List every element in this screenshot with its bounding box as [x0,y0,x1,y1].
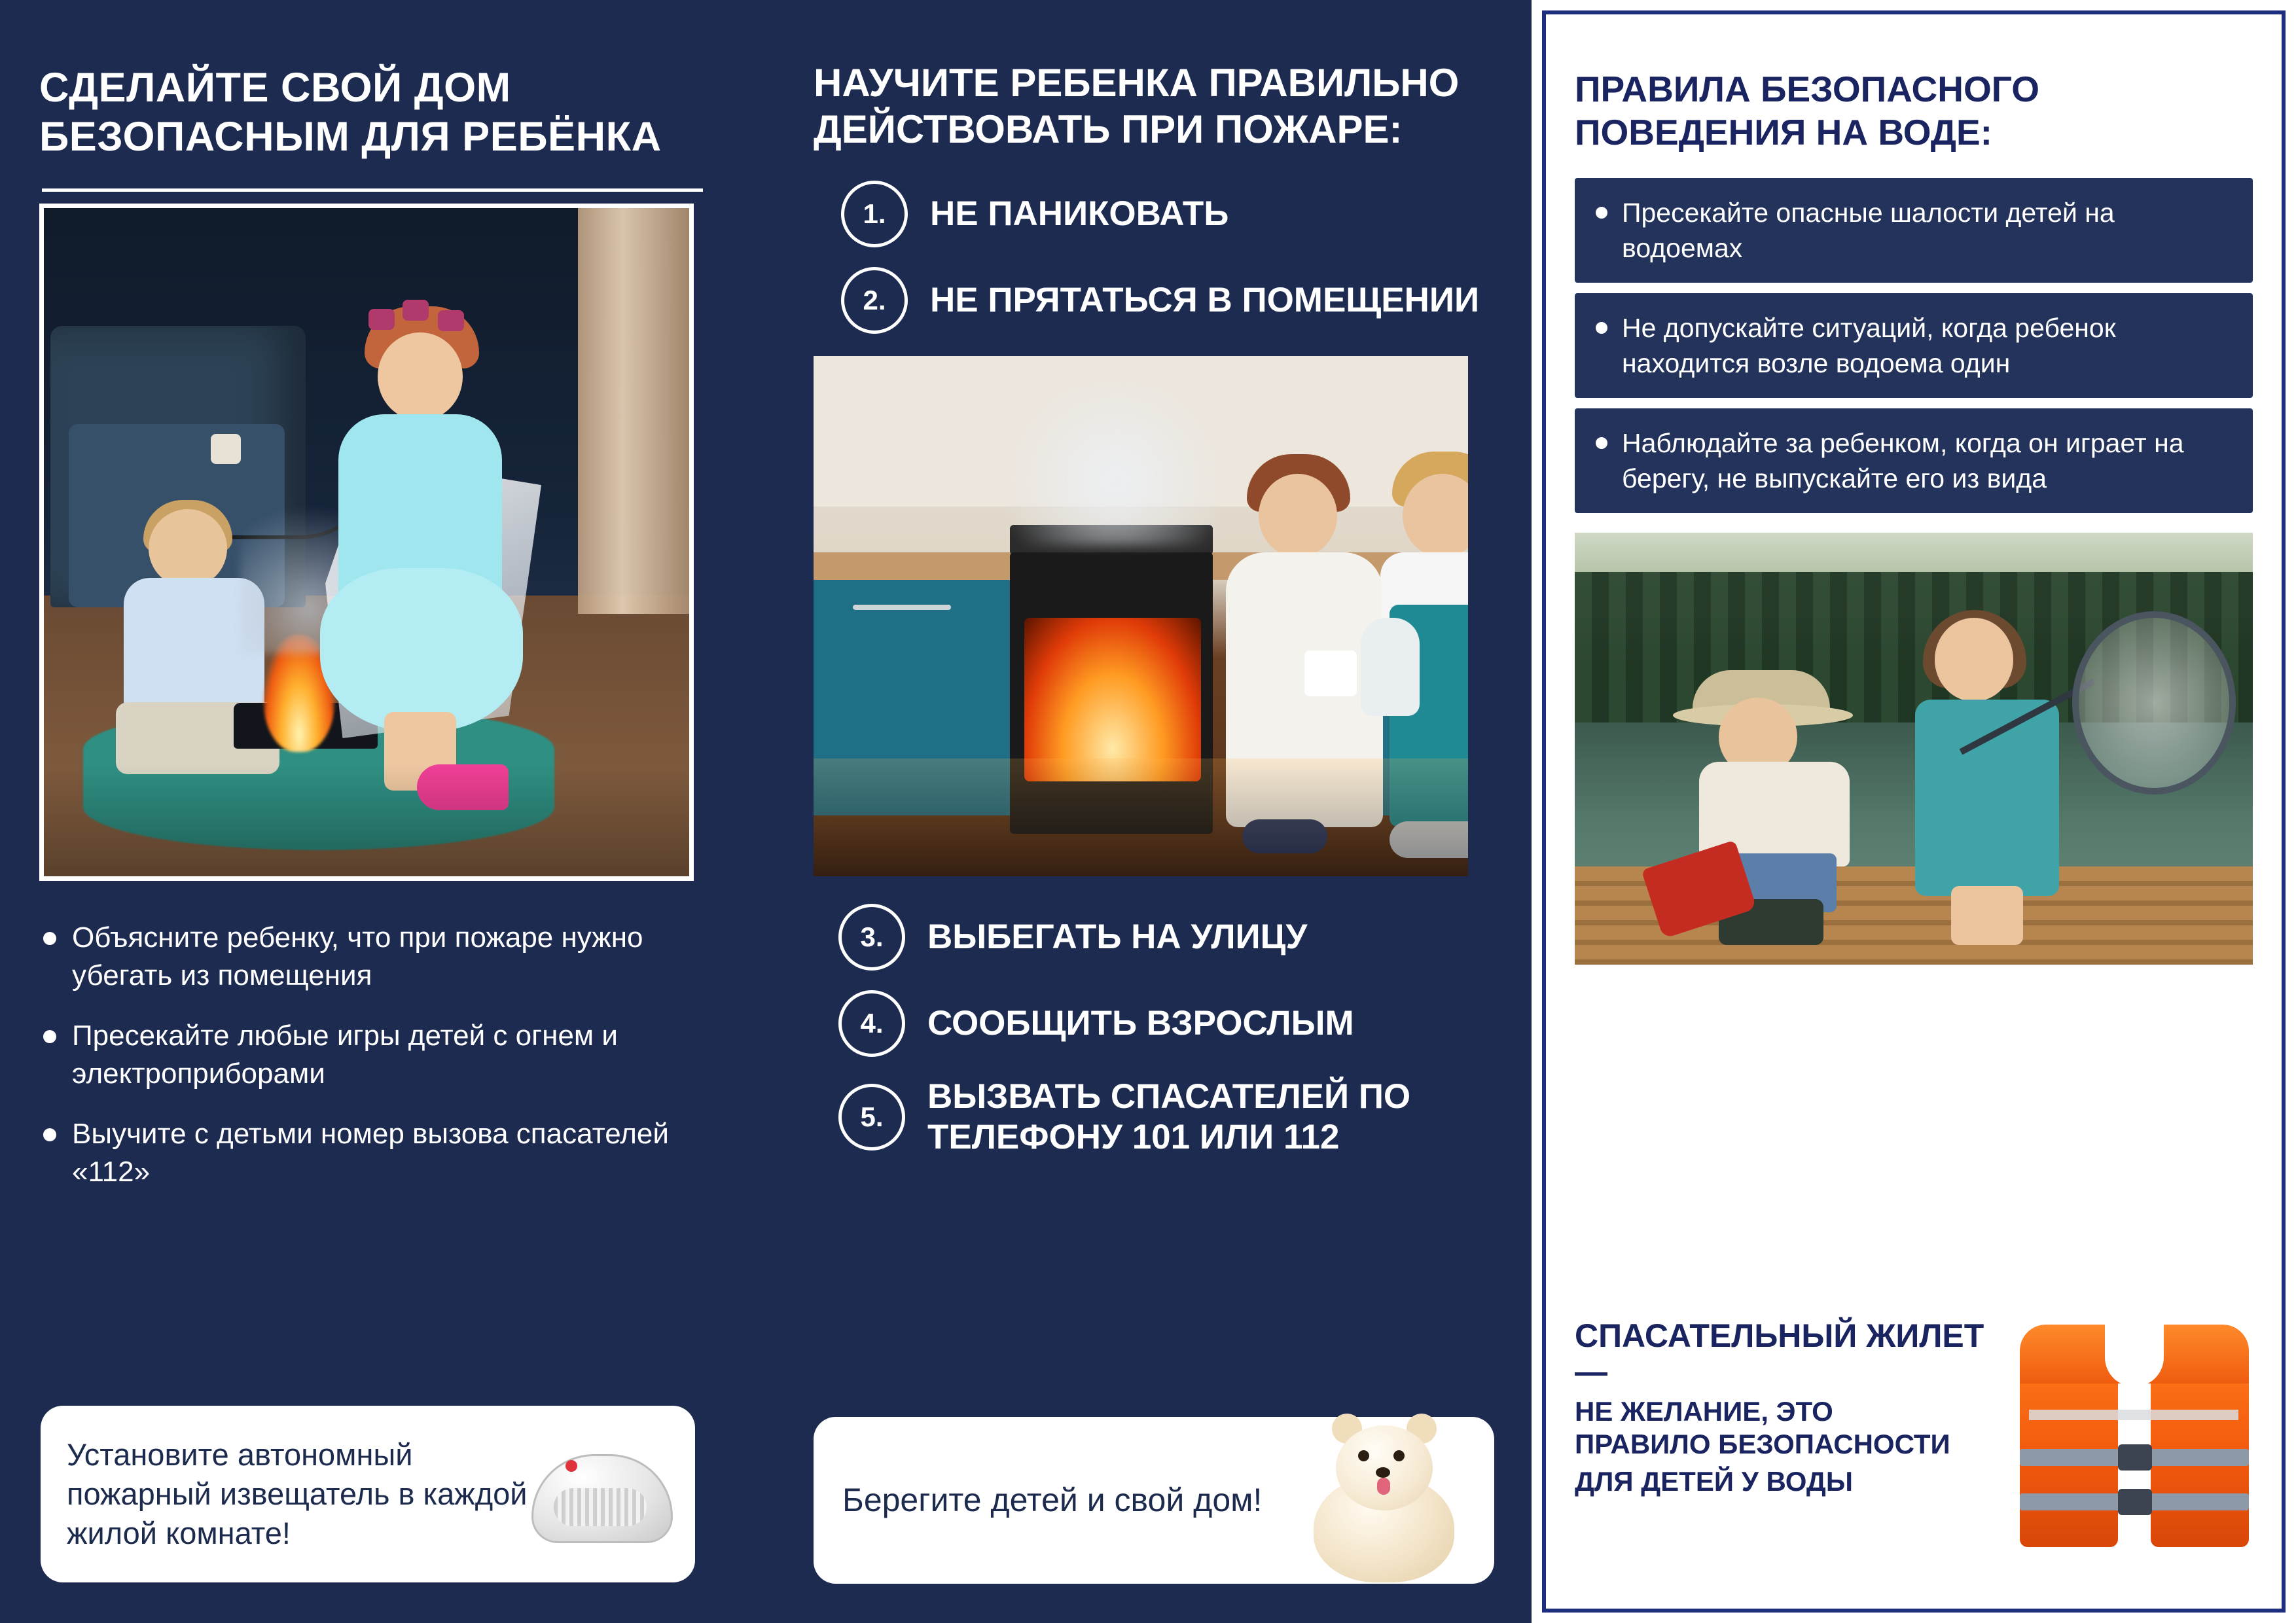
bullet-dot-icon [1596,437,1607,449]
band-text: Наблюдайте за ребенком, когда он играет на берегу, не выпускайте его из вида [1622,428,2184,494]
life-vest-block [1575,1318,2262,1599]
list-item [1575,293,2253,398]
photo-lake-children [1575,533,2253,965]
band-text: Не допускайте ситуаций, когда ребенок находится возле водоема один [1622,312,2116,379]
bullet-dot-icon [1596,207,1607,219]
bullet-text: Выучите с детьми номер вызова спасателей «112» [72,1118,669,1188]
column1-title: СДЕЛАЙТЕ СВОЙ ДОМ БЕЗОПАСНЫМ ДЛЯ РЕБЁНКА [39,65,662,160]
callout-protect-children [814,1417,1494,1584]
step-number: 3. [838,904,905,971]
smoke-detector-icon [531,1434,669,1555]
list-item [838,904,1499,971]
step-number: 1. [841,181,908,247]
callout-smoke-detector [41,1406,695,1582]
step-number: 5. [838,1084,905,1150]
list-item [43,1115,743,1191]
step-label: ВЫЗВАТЬ СПАСАТЕЛЕЙ ПО ТЕЛЕФОНУ 101 ИЛИ 112 [927,1077,1411,1157]
list-item [43,919,743,995]
list-item [43,1017,743,1093]
life-vest-text [1575,1318,2003,1599]
callout-text: Берегите детей и свой дом! [842,1482,1263,1518]
vest-line-2: НЕ ЖЕЛАНИЕ, ЭТО [1575,1396,1833,1427]
bullet-dot-icon [43,1030,56,1043]
list-item [1575,178,2253,283]
girl-figure [1889,618,2105,945]
column-home-safety [0,0,782,1623]
cabinet-handle-shape [853,605,951,610]
vest-line-1: СПАСАТЕЛЬНЫЙ ЖИЛЕТ — [1575,1317,1984,1390]
photo-home-fire [39,204,694,881]
bullet-dot-icon [1596,322,1607,334]
girl-figure [325,306,541,817]
photo-kitchen-fire [814,356,1468,876]
list-item [838,1077,1499,1158]
step-label: СООБЩИТЬ ВЗРОСЛЫМ [927,1003,1354,1043]
bullet-dot-icon [43,932,56,945]
list-item [841,181,1499,247]
column3-title: ПРАВИЛА БЕЗОПАСНОГО ПОВЕДЕНИЯ НА ВОДЕ: [1575,68,2040,152]
title-divider [42,188,703,192]
curtain-shape [578,208,689,614]
band-text: Пресекайте опасные шалости детей на водоемах [1622,197,2115,263]
step-label: ВЫБЕГАТЬ НА УЛИЦУ [927,917,1308,956]
vest-line-3: ПРАВИЛО БЕЗОПАСНОСТИ [1575,1428,1950,1459]
oven-fire-shape [1024,618,1201,781]
life-vest-icon [2007,1318,2262,1599]
list-item [838,990,1499,1057]
step-label: НЕ ПРЯТАТЬСЯ В ПОМЕЩЕНИИ [930,280,1480,319]
vest-line-4: ДЛЯ ДЕТЕЙ У ВОДЫ [1575,1466,1853,1497]
column-fire-actions [782,0,1532,1623]
list-item [841,267,1499,334]
floor-shadow [44,765,689,876]
steps-top-list [841,181,1499,334]
step-number: 2. [841,267,908,334]
water-safety-frame [1542,10,2286,1613]
dog-icon [1302,1419,1465,1582]
column2-title: НАУЧИТЕ РЕБЕНКА ПРАВИЛЬНО ДЕЙСТВОВАТЬ ПРИ ПОЖАРЕ: [814,61,1460,151]
column-water-safety [1532,0,2296,1623]
bullet-text: Пресекайте любые игры детей с огнем и электроприборами [72,1020,618,1090]
column1-bullet-list [43,919,743,1191]
steps-bottom-list [838,904,1499,1158]
list-item [1575,408,2253,513]
floor-shadow [814,758,1468,876]
step-number: 4. [838,990,905,1057]
callout-text: Установите автономный пожарный извещатель в каждой жилой комнате! [67,1436,528,1551]
butterfly-net-shape [2072,611,2236,794]
step-label: НЕ ПАНИКОВАТЬ [930,194,1229,233]
bullet-dot-icon [43,1128,56,1141]
bullet-text: Объясните ребенку, что при пожаре нужно убегать из помещения [72,921,643,992]
